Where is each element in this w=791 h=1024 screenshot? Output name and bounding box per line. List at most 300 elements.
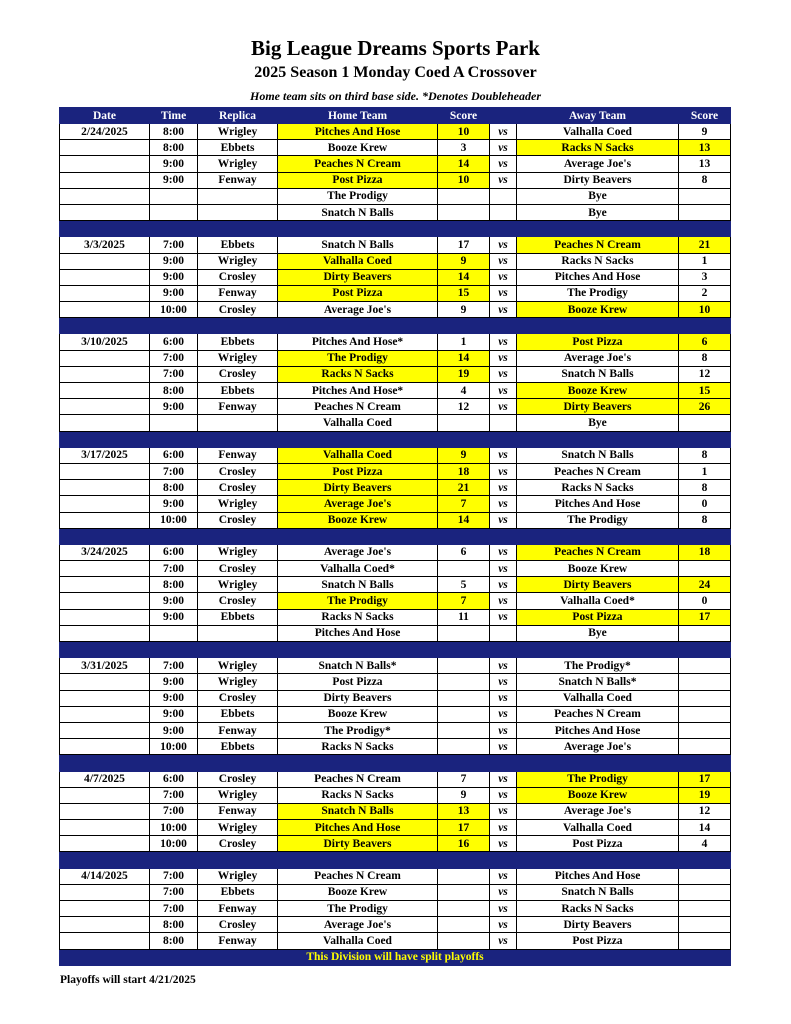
vs-label: vs [490, 302, 517, 318]
home-team: Snatch N Balls [278, 237, 438, 253]
vs-label: vs [490, 124, 517, 140]
away-score [679, 415, 731, 431]
home-score: 13 [438, 803, 490, 819]
away-team: Booze Krew [517, 787, 679, 803]
separator-cell [278, 755, 438, 771]
away-team: The Prodigy [517, 512, 679, 528]
away-team: Dirty Beavers [517, 399, 679, 415]
away-team: Snatch N Balls [517, 447, 679, 463]
vs-label: vs [490, 787, 517, 803]
vs-label: vs [490, 350, 517, 366]
separator-cell [60, 852, 150, 868]
away-team: Racks N Sacks [517, 140, 679, 156]
vs-label: vs [490, 917, 517, 933]
separator-cell [278, 221, 438, 237]
table-row [60, 901, 731, 917]
separator-cell [150, 852, 198, 868]
game-time: 8:00 [150, 480, 198, 496]
table-row [60, 124, 731, 140]
table-row [60, 609, 731, 625]
away-score: 13 [679, 156, 731, 172]
game-date [60, 512, 150, 528]
home-score [438, 561, 490, 577]
game-replica-field: Wrigley [198, 156, 278, 172]
away-score [679, 868, 731, 884]
away-team: Pitches And Hose [517, 868, 679, 884]
separator-cell [198, 431, 278, 447]
game-date [60, 625, 150, 641]
table-row [60, 868, 731, 884]
table-row [60, 820, 731, 836]
table-row [60, 739, 731, 755]
away-score [679, 561, 731, 577]
separator-cell [150, 642, 198, 658]
away-score: 8 [679, 172, 731, 188]
game-replica-field: Crosley [198, 302, 278, 318]
game-time [150, 415, 198, 431]
away-team: Pitches And Hose [517, 722, 679, 738]
game-time: 9:00 [150, 674, 198, 690]
away-team: Peaches N Cream [517, 237, 679, 253]
away-score: 9 [679, 124, 731, 140]
home-score: 14 [438, 269, 490, 285]
home-score: 17 [438, 237, 490, 253]
game-time: 8:00 [150, 917, 198, 933]
game-replica-field: Wrigley [198, 350, 278, 366]
away-score: 17 [679, 609, 731, 625]
away-score [679, 204, 731, 220]
home-team: Dirty Beavers [278, 269, 438, 285]
away-score [679, 917, 731, 933]
separator-cell [198, 642, 278, 658]
home-score [438, 901, 490, 917]
game-date [60, 366, 150, 382]
vs-label: vs [490, 771, 517, 787]
home-score: 15 [438, 285, 490, 301]
away-team: Pitches And Hose [517, 496, 679, 512]
separator-cell [490, 642, 517, 658]
table-row [60, 334, 731, 350]
game-time: 10:00 [150, 512, 198, 528]
away-score [679, 933, 731, 949]
away-score: 6 [679, 334, 731, 350]
vs-label: vs [490, 820, 517, 836]
away-score: 2 [679, 285, 731, 301]
vs-label: vs [490, 577, 517, 593]
home-team: Valhalla Coed [278, 415, 438, 431]
table-row [60, 350, 731, 366]
game-time: 9:00 [150, 285, 198, 301]
game-time: 7:00 [150, 901, 198, 917]
vs-label: vs [490, 901, 517, 917]
game-time: 9:00 [150, 156, 198, 172]
game-replica-field [198, 204, 278, 220]
home-score [438, 706, 490, 722]
home-team: Dirty Beavers [278, 690, 438, 706]
game-date [60, 917, 150, 933]
game-date: 4/7/2025 [60, 771, 150, 787]
separator-cell [198, 318, 278, 334]
away-team: The Prodigy* [517, 658, 679, 674]
game-time: 7:00 [150, 463, 198, 479]
home-score: 4 [438, 383, 490, 399]
home-team: Snatch N Balls [278, 204, 438, 220]
home-team: Booze Krew [278, 140, 438, 156]
table-row [60, 917, 731, 933]
page-subtitle: 2025 Season 1 Monday Coed A Crossover [254, 64, 537, 81]
separator-cell [278, 528, 438, 544]
game-date [60, 884, 150, 900]
col-header-vs [490, 108, 517, 124]
game-replica-field: Wrigley [198, 868, 278, 884]
game-replica-field: Ebbets [198, 383, 278, 399]
game-replica-field: Ebbets [198, 609, 278, 625]
col-header-replica: Replica [198, 108, 278, 124]
game-date: 3/17/2025 [60, 447, 150, 463]
separator-cell [60, 431, 150, 447]
game-replica-field: Ebbets [198, 140, 278, 156]
game-time: 7:00 [150, 868, 198, 884]
away-team: Valhalla Coed* [517, 593, 679, 609]
home-team: The Prodigy [278, 350, 438, 366]
table-row [60, 658, 731, 674]
game-date [60, 674, 150, 690]
vs-label: vs [490, 512, 517, 528]
away-score [679, 722, 731, 738]
table-row [60, 366, 731, 382]
home-team: Average Joe's [278, 496, 438, 512]
away-team: Booze Krew [517, 383, 679, 399]
home-team: Booze Krew [278, 512, 438, 528]
game-date [60, 399, 150, 415]
game-time: 8:00 [150, 140, 198, 156]
home-score [438, 917, 490, 933]
doubleheader-note: Home team sits on third base side. *Denotes Doubleheader [250, 89, 541, 103]
game-replica-field: Ebbets [198, 884, 278, 900]
home-team: Snatch N Balls [278, 577, 438, 593]
game-time: 8:00 [150, 383, 198, 399]
home-team: Snatch N Balls* [278, 658, 438, 674]
home-team: Pitches And Hose [278, 124, 438, 140]
separator-cell [60, 528, 150, 544]
col-header-date: Date [60, 108, 150, 124]
home-team: Dirty Beavers [278, 836, 438, 852]
separator-cell [198, 528, 278, 544]
game-date [60, 285, 150, 301]
separator-cell [60, 318, 150, 334]
game-time: 10:00 [150, 302, 198, 318]
vs-label: vs [490, 237, 517, 253]
home-team: Valhalla Coed [278, 253, 438, 269]
separator-cell [679, 318, 731, 334]
table-row [60, 771, 731, 787]
home-team: Post Pizza [278, 285, 438, 301]
game-date [60, 561, 150, 577]
home-score: 7 [438, 771, 490, 787]
separator-cell [278, 431, 438, 447]
home-score [438, 415, 490, 431]
separator-cell [60, 755, 150, 771]
separator-cell [150, 318, 198, 334]
game-replica-field: Crosley [198, 512, 278, 528]
away-score: 8 [679, 447, 731, 463]
home-team: Pitches And Hose* [278, 334, 438, 350]
game-replica-field: Ebbets [198, 706, 278, 722]
vs-label [490, 204, 517, 220]
home-score: 14 [438, 512, 490, 528]
vs-label: vs [490, 285, 517, 301]
away-score [679, 658, 731, 674]
home-score [438, 884, 490, 900]
away-team: Pitches And Hose [517, 269, 679, 285]
home-team: The Prodigy* [278, 722, 438, 738]
table-row [60, 269, 731, 285]
vs-label: vs [490, 884, 517, 900]
away-score: 26 [679, 399, 731, 415]
game-replica-field: Fenway [198, 447, 278, 463]
table-row [60, 463, 731, 479]
vs-label: vs [490, 739, 517, 755]
separator-cell [517, 852, 679, 868]
game-time [150, 204, 198, 220]
table-row [60, 496, 731, 512]
separator-cell [198, 221, 278, 237]
home-score: 7 [438, 593, 490, 609]
game-replica-field: Ebbets [198, 334, 278, 350]
game-replica-field: Wrigley [198, 787, 278, 803]
week-separator [60, 318, 731, 334]
away-team: Valhalla Coed [517, 820, 679, 836]
game-replica-field: Fenway [198, 803, 278, 819]
game-date [60, 787, 150, 803]
game-time: 6:00 [150, 334, 198, 350]
footer-banner-row [60, 949, 731, 965]
game-time: 6:00 [150, 447, 198, 463]
game-replica-field: Wrigley [198, 496, 278, 512]
vs-label: vs [490, 399, 517, 415]
table-row [60, 383, 731, 399]
separator-cell [517, 431, 679, 447]
away-score [679, 188, 731, 204]
home-team: Pitches And Hose [278, 820, 438, 836]
game-time: 9:00 [150, 399, 198, 415]
game-date [60, 706, 150, 722]
away-team: Average Joe's [517, 739, 679, 755]
separator-cell [438, 318, 490, 334]
vs-label [490, 188, 517, 204]
table-row [60, 156, 731, 172]
game-time: 9:00 [150, 269, 198, 285]
away-team: Peaches N Cream [517, 463, 679, 479]
away-score: 24 [679, 577, 731, 593]
game-date [60, 383, 150, 399]
table-row [60, 787, 731, 803]
table-row [60, 447, 731, 463]
vs-label: vs [490, 706, 517, 722]
separator-cell [278, 852, 438, 868]
home-team: Racks N Sacks [278, 609, 438, 625]
home-team: The Prodigy [278, 188, 438, 204]
away-team: Racks N Sacks [517, 480, 679, 496]
away-score: 21 [679, 237, 731, 253]
home-team: Pitches And Hose [278, 625, 438, 641]
vs-label: vs [490, 803, 517, 819]
home-score: 7 [438, 496, 490, 512]
home-score: 11 [438, 609, 490, 625]
game-date [60, 140, 150, 156]
away-score [679, 901, 731, 917]
home-score: 17 [438, 820, 490, 836]
table-row [60, 188, 731, 204]
game-date [60, 172, 150, 188]
game-time: 7:00 [150, 787, 198, 803]
game-replica-field: Wrigley [198, 674, 278, 690]
col-header-away-team: Away Team [517, 108, 679, 124]
away-team: Dirty Beavers [517, 577, 679, 593]
game-date [60, 739, 150, 755]
home-team: Racks N Sacks [278, 787, 438, 803]
table-row [60, 302, 731, 318]
home-score [438, 690, 490, 706]
away-team: Valhalla Coed [517, 690, 679, 706]
game-date [60, 269, 150, 285]
home-team: Post Pizza [278, 172, 438, 188]
away-team: Bye [517, 204, 679, 220]
game-date [60, 350, 150, 366]
game-time: 6:00 [150, 771, 198, 787]
separator-cell [198, 755, 278, 771]
game-replica-field: Fenway [198, 901, 278, 917]
game-replica-field: Crosley [198, 463, 278, 479]
home-score: 9 [438, 447, 490, 463]
separator-cell [679, 431, 731, 447]
table-row [60, 625, 731, 641]
separator-cell [438, 642, 490, 658]
game-replica-field: Fenway [198, 399, 278, 415]
game-time: 8:00 [150, 124, 198, 140]
separator-cell [490, 528, 517, 544]
home-team: Post Pizza [278, 463, 438, 479]
table-row [60, 577, 731, 593]
week-separator [60, 528, 731, 544]
away-team: Post Pizza [517, 836, 679, 852]
col-header-away-score: Score [679, 108, 731, 124]
game-replica-field: Fenway [198, 722, 278, 738]
away-team: Snatch N Balls* [517, 674, 679, 690]
home-score: 1 [438, 334, 490, 350]
table-row [60, 544, 731, 560]
separator-cell [438, 528, 490, 544]
game-time: 7:00 [150, 803, 198, 819]
vs-label [490, 415, 517, 431]
home-score: 9 [438, 787, 490, 803]
vs-label: vs [490, 447, 517, 463]
away-team: Average Joe's [517, 803, 679, 819]
table-row [60, 690, 731, 706]
game-time: 9:00 [150, 722, 198, 738]
game-replica-field [198, 188, 278, 204]
home-score [438, 868, 490, 884]
game-replica-field: Crosley [198, 690, 278, 706]
home-score [438, 188, 490, 204]
col-header-time: Time [150, 108, 198, 124]
home-team: Peaches N Cream [278, 771, 438, 787]
home-score: 21 [438, 480, 490, 496]
away-score: 3 [679, 269, 731, 285]
separator-cell [490, 755, 517, 771]
vs-label: vs [490, 253, 517, 269]
away-team: Post Pizza [517, 933, 679, 949]
game-time: 9:00 [150, 609, 198, 625]
home-team: Peaches N Cream [278, 156, 438, 172]
vs-label: vs [490, 383, 517, 399]
game-date [60, 188, 150, 204]
away-score: 19 [679, 787, 731, 803]
away-score [679, 674, 731, 690]
table-row [60, 237, 731, 253]
game-date: 3/24/2025 [60, 544, 150, 560]
home-score: 12 [438, 399, 490, 415]
home-team: Pitches And Hose* [278, 383, 438, 399]
home-score: 10 [438, 124, 490, 140]
separator-cell [438, 755, 490, 771]
home-score: 19 [438, 366, 490, 382]
away-score: 1 [679, 463, 731, 479]
away-score: 1 [679, 253, 731, 269]
separator-cell [150, 431, 198, 447]
separator-cell [679, 221, 731, 237]
home-score: 6 [438, 544, 490, 560]
vs-label [490, 625, 517, 641]
game-date [60, 820, 150, 836]
game-date [60, 156, 150, 172]
away-team: Peaches N Cream [517, 706, 679, 722]
home-team: Valhalla Coed* [278, 561, 438, 577]
away-team: Post Pizza [517, 334, 679, 350]
vs-label: vs [490, 269, 517, 285]
away-team: Racks N Sacks [517, 901, 679, 917]
game-date: 3/10/2025 [60, 334, 150, 350]
table-row [60, 415, 731, 431]
separator-cell [517, 528, 679, 544]
game-replica-field: Crosley [198, 561, 278, 577]
game-replica-field: Crosley [198, 917, 278, 933]
away-team: The Prodigy [517, 285, 679, 301]
separator-cell [150, 755, 198, 771]
home-team: The Prodigy [278, 593, 438, 609]
game-date [60, 901, 150, 917]
game-time: 9:00 [150, 593, 198, 609]
separator-cell [60, 221, 150, 237]
game-date [60, 609, 150, 625]
home-score: 18 [438, 463, 490, 479]
separator-cell [490, 318, 517, 334]
home-score: 3 [438, 140, 490, 156]
game-date [60, 253, 150, 269]
game-time: 10:00 [150, 739, 198, 755]
game-date [60, 577, 150, 593]
game-time: 7:00 [150, 350, 198, 366]
game-replica-field: Crosley [198, 593, 278, 609]
game-replica-field: Crosley [198, 771, 278, 787]
game-replica-field: Fenway [198, 285, 278, 301]
game-replica-field: Wrigley [198, 820, 278, 836]
separator-cell [490, 431, 517, 447]
away-team: Bye [517, 625, 679, 641]
vs-label: vs [490, 496, 517, 512]
away-team: Peaches N Cream [517, 544, 679, 560]
away-team: The Prodigy [517, 771, 679, 787]
